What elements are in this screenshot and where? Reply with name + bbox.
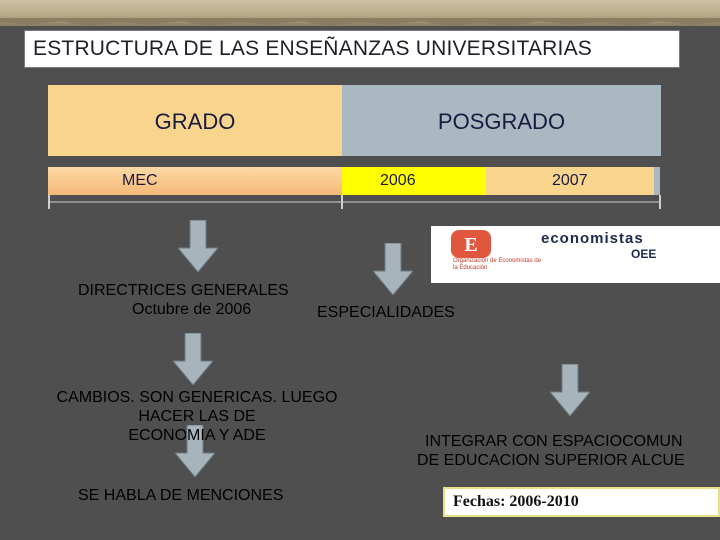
- cambios-line-2: HACER LAS DE: [138, 408, 256, 425]
- grado-header: [48, 85, 342, 156]
- logo-subtitle: OEE: [631, 247, 657, 261]
- posgrado-header: [342, 85, 661, 156]
- timeline-2006-label: 2006: [380, 172, 416, 189]
- menciones-text: SE HABLA DE MENCIONES: [78, 487, 284, 504]
- timeline-mec-segment: [48, 167, 342, 195]
- directrices-line-1: DIRECTRICES GENERALES: [78, 282, 289, 299]
- page-title: ESTRUCTURA DE LAS ENSEÑANZAS UNIVERSITARIAS: [24, 30, 680, 68]
- timeline-ticks: [48, 195, 662, 209]
- timeline-end-cap: [654, 167, 660, 195]
- fechas-label: Fechas: 2006-2010: [453, 493, 579, 510]
- down-arrow-icon: [173, 333, 213, 385]
- svg-text:E: E: [464, 234, 478, 256]
- economistas-logo: [431, 226, 720, 283]
- cambios-line-1: CAMBIOS. SON GENERICAS. LUEGO: [56, 389, 338, 406]
- integrar-line-1: INTEGRAR CON ESPACIOCOMUN: [425, 433, 683, 450]
- logo-small-text: Organización de Economistas de la Educación: [453, 258, 542, 271]
- directrices-text: [78, 281, 318, 319]
- timeline-2007-label: 2007: [552, 172, 588, 189]
- cambios-text: [36, 388, 358, 445]
- cambios-line-3: ECONOMIA Y ADE: [128, 427, 266, 444]
- timeline-mec-label: MEC: [122, 172, 158, 189]
- integrar-line-2: DE EDUCACION SUPERIOR ALCUE: [417, 452, 685, 469]
- grado-label: GRADO: [154, 109, 236, 134]
- down-arrow-icon: [178, 220, 218, 272]
- integrar-text: [417, 432, 720, 470]
- down-arrow-icon: [550, 364, 590, 416]
- oee-logo-icon: [451, 230, 491, 258]
- logo-name: economistas: [541, 230, 644, 247]
- posgrado-label: POSGRADO: [437, 109, 566, 134]
- fechas-box: [443, 487, 720, 517]
- torn-paper-banner: [0, 0, 720, 26]
- down-arrow-icon: [373, 243, 413, 295]
- torn-edge-decoration: [0, 18, 720, 28]
- directrices-line-2: Octubre de 2006: [132, 301, 252, 318]
- timeline-bar: [48, 167, 660, 195]
- especialidades-text: ESPECIALIDADES: [317, 304, 455, 321]
